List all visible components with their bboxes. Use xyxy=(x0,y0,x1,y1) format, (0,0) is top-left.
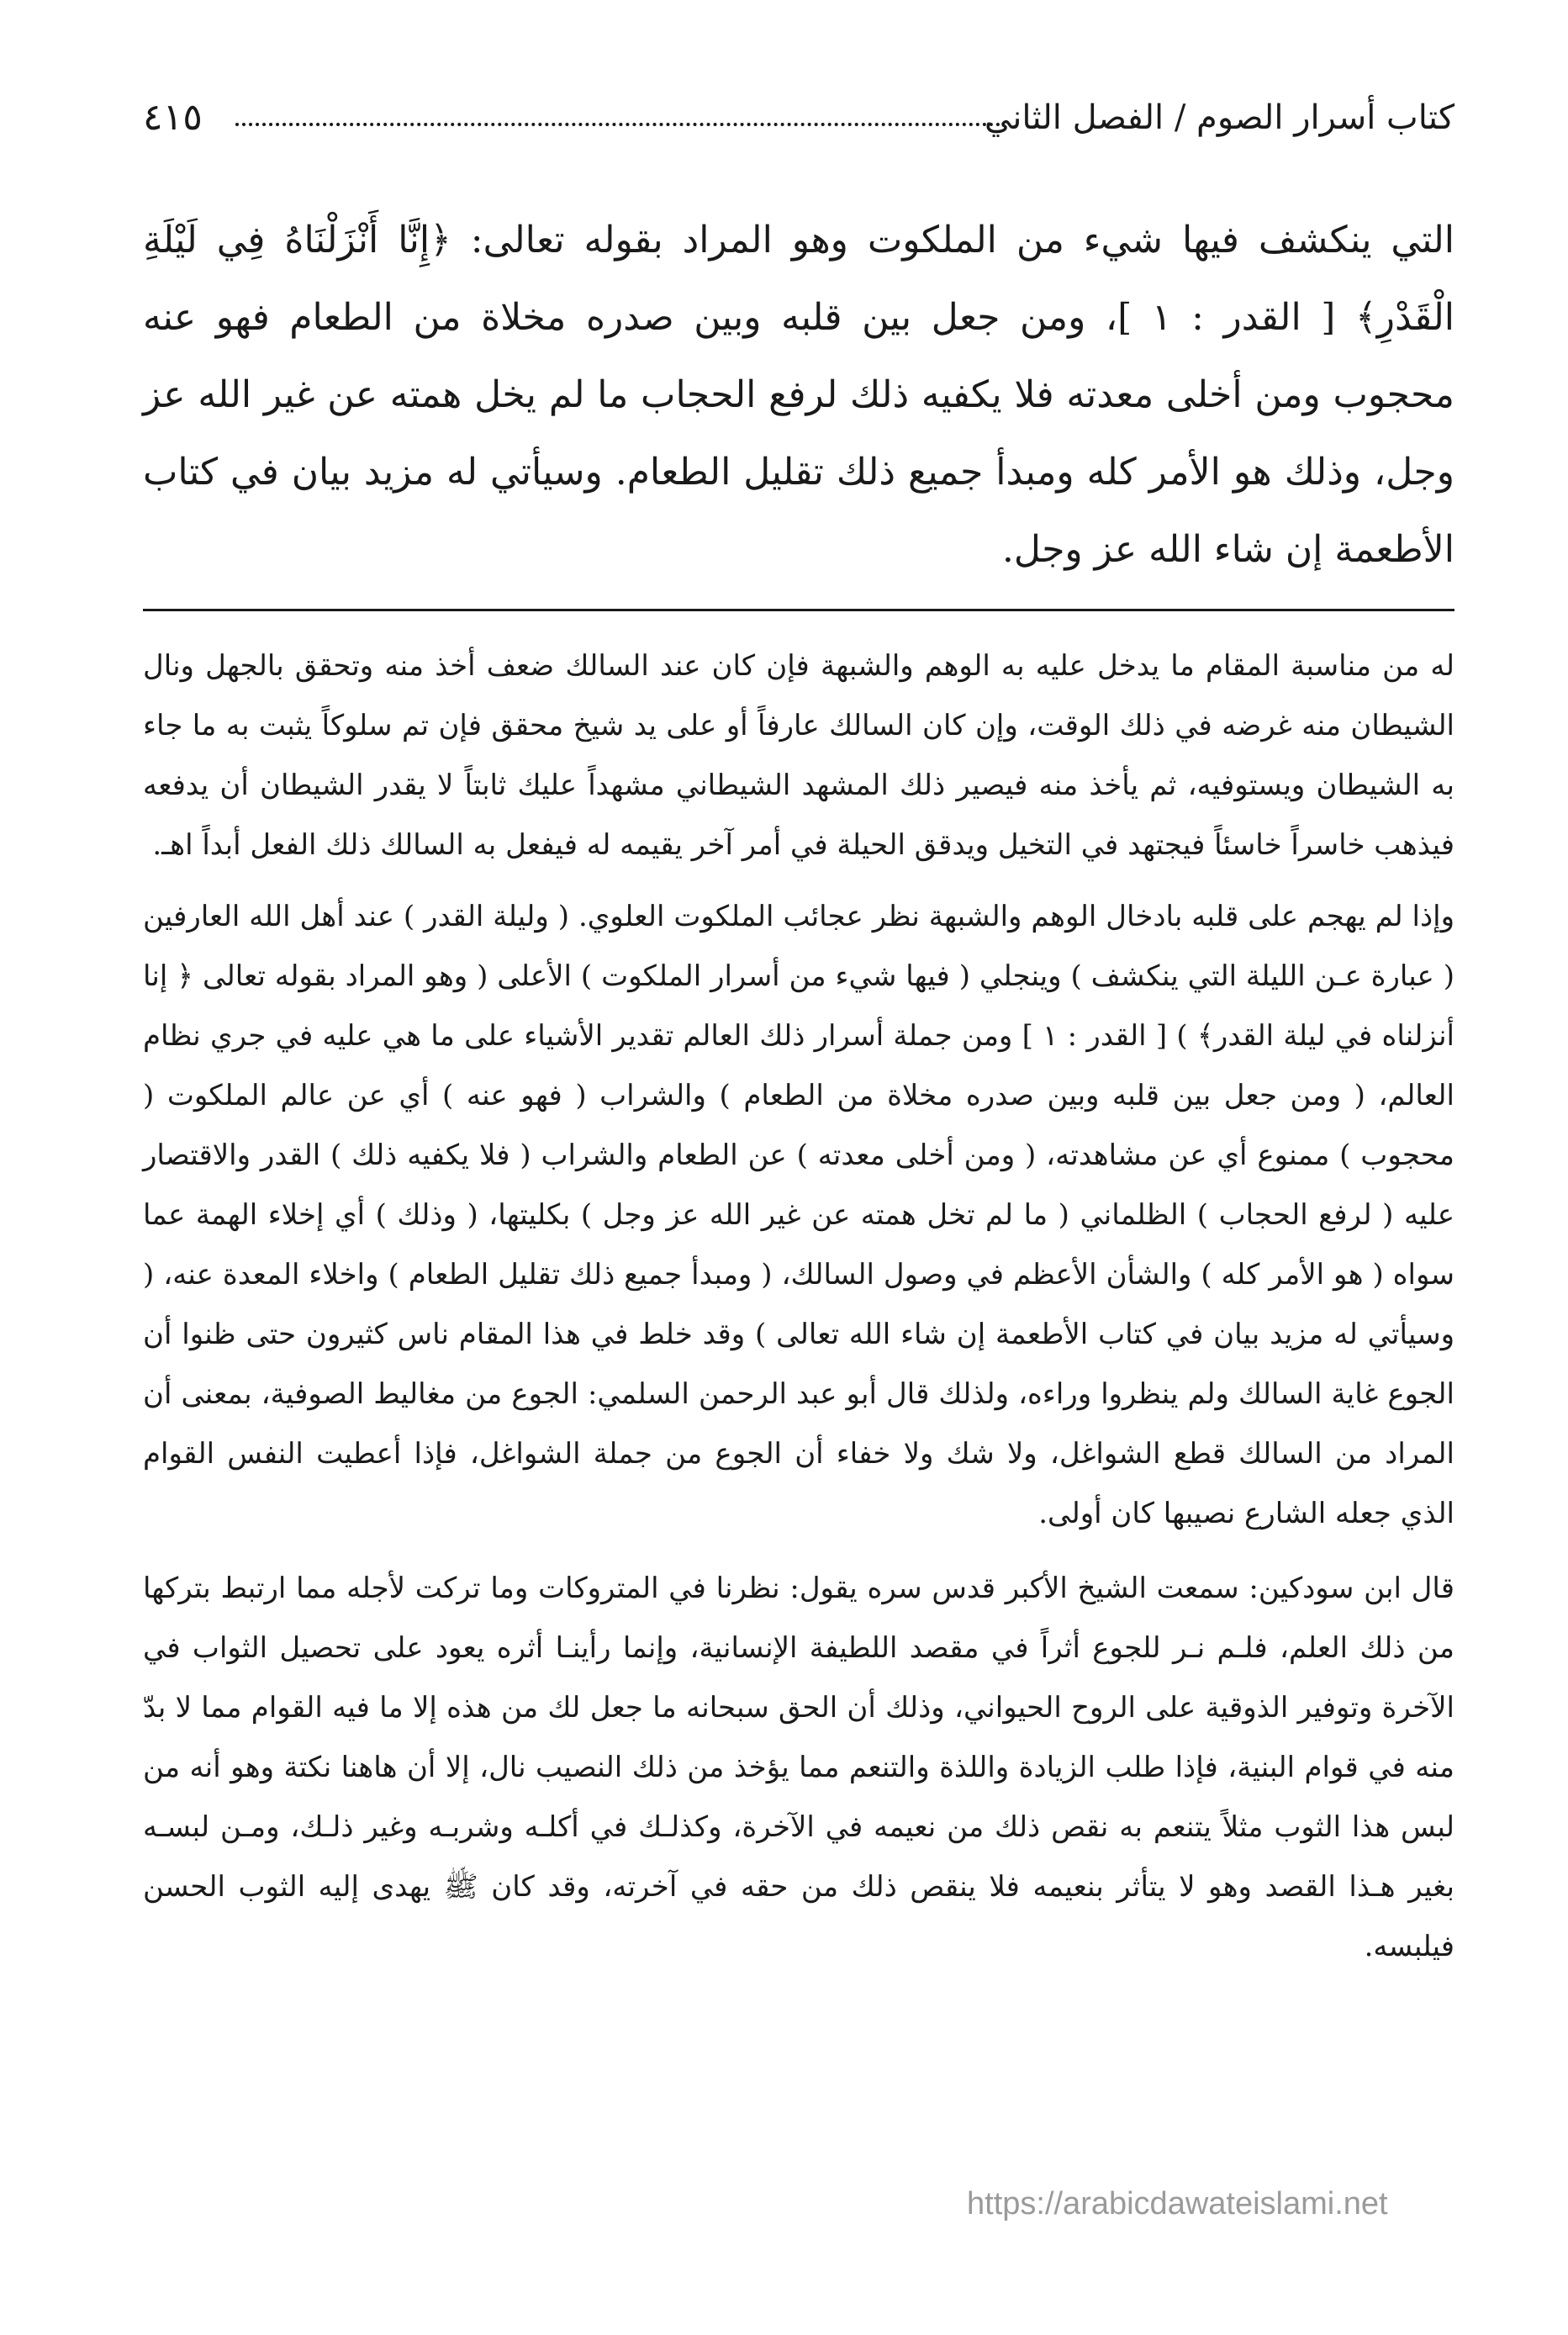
commentary xyxy=(143,637,1454,1977)
book-page xyxy=(143,84,1454,1989)
commentary-paragraph-2: وإذا لم يهجم على قلبه بادخال الوهم والشبهة نظر عجائب الملكوت العلوي. ( وليلة القدر ) عند أهل الله العارفين ( عبارة عـن الليلة التي ينكشف ) وينجلي ( فيها شيء من أسرار الملكوت ) الأعلى ( وهو المراد بقوله تعالى ﴿ إنا أنزلناه في ليلة القدر﴾ ) [ القدر : ١ ] ومن جملة أسرار ذلك العالم تقدير الأشياء على ما هي عليه في جري نظام العالم، ( ومن جعل بين قلبه وبين صدره مخلاة من الطعام ) والشراب ( فهو عنه ) أي عن عالم الملكوت ( محجوب ) ممنوع أي عن مشاهدته، ( ومن أخلى معدته ) عن الطعام والشراب ( فلا يكفيه ذلك ) القدر والاقتصار عليه ( لرفع الحجاب ) الظلماني ( ما لم تخل همته عن غير الله عز وجل ) بكليتها، ( وذلك ) أي إخلاء الهمة عما سواه ( هو الأمر كله ) والشأن الأعظم في وصول السالك، ( ومبدأ جميع ذلك تقليل الطعام ) واخلاء المعدة عنه، ( وسيأتي له مزيد بيان في كتاب الأطعمة إن شاء الله تعالى ) وقد خلط في هذا المقام ناس كثيرون حتى ظنوا أن الجوع غاية السالك ولم ينظروا وراءه، ولذلك قال أبو عبد الرحمن السلمي: الجوع من مغاليط الصوفية، بمعنى أن المراد من السالك قطع الشواغل، ولا شك ولا خفاء أن الجوع من جملة الشواغل، فإذا أعطيت النفس القوام الذي جعله الشارع نصيبها كان أولى. xyxy=(143,900,1454,1530)
page-header xyxy=(143,84,1454,151)
running-title: كتاب أسرار الصوم / الفصل الثاني xyxy=(984,98,1454,137)
page-number: ٤١٥ xyxy=(143,96,203,139)
header-dotted-leader xyxy=(235,123,1000,126)
footnote-separator xyxy=(143,609,1454,611)
watermark-url: https://arabicdawateislami.net xyxy=(967,2186,1388,2221)
commentary-paragraph-3: قال ابن سودكين: سمعت الشيخ الأكبر قدس سره يقول: نظرنا في المتروكات وما تركت لأجله مما ارتبط بتركها من ذلك العلم، فلـم نـر للجوع أثراً في مقصد اللطيفة الإنسانية، وإنما رأينـا أثره يعود على تحصيل الثواب في الآخرة وتوفير الذوقية على الروح الحيواني، وذلك أن الحق سبحانه ما جعل لك من هذه إلا ما فيه القوام مما لا بدّ منه في قوام البنية، فإذا طلب الزيادة واللذة والتنعم مما يؤخذ من ذلك النصيب نال، إلا أن هاهنا نكتة وهو أنه من لبس هذا الثوب مثلاً يتنعم به نقص ذلك من نعيمه في الآخرة، وكذلـك في أكلـه وشربـه وغير ذلـك، ومـن لبسـه بغير هـذا القصد وهو لا يتأثر بنعيمه فلا ينقص ذلك من حقه في آخرته، وقد كان ﷺ يهدى إليه الثوب الحسن فيلبسه. xyxy=(143,1572,1454,1963)
commentary-paragraph-1: له من مناسبة المقام ما يدخل عليه به الوهم والشبهة فإن كان عند السالك ضعف أخذ منه وتحقق بالجهل ونال الشيطان منه غرضه في ذلك الوقت، وإن كان السالك عارفاً أو على يد شيخ محقق فإن تم سلوكاً يثبت به ما جاء به الشيطان ويستوفيه، ثم يأخذ منه فيصير ذلك المشهد الشيطاني مشهداً عليك ثابتاً لا يقدر الشيطان أن يدفعه فيذهب خاسراً خاسئاً فيجتهد في التخيل ويدقق الحيلة في أمر آخر يقيمه له فيفعل به السالك ذلك الفعل أبداً اهـ. xyxy=(143,649,1454,862)
main-text: التي ينكشف فيها شيء من الملكوت وهو المراد بقوله تعالى: ﴿إِنَّا أَنْزَلْنَاهُ فِي لَيْلَةِ الْقَدْرِ﴾ [ القدر : ١ ]، ومن جعل بين قلبه وبين صدره مخلاة من الطعام فهو عنه محجوب ومن أخلى معدته فلا يكفيه ذلك لرفع الحجاب ما لم يخل همته عن غير الله عز وجل، وذلك هو الأمر كله ومبدأ جميع ذلك تقليل الطعام. وسيأتي له مزيد بيان في كتاب الأطعمة إن شاء الله عز وجل. xyxy=(143,219,1455,571)
